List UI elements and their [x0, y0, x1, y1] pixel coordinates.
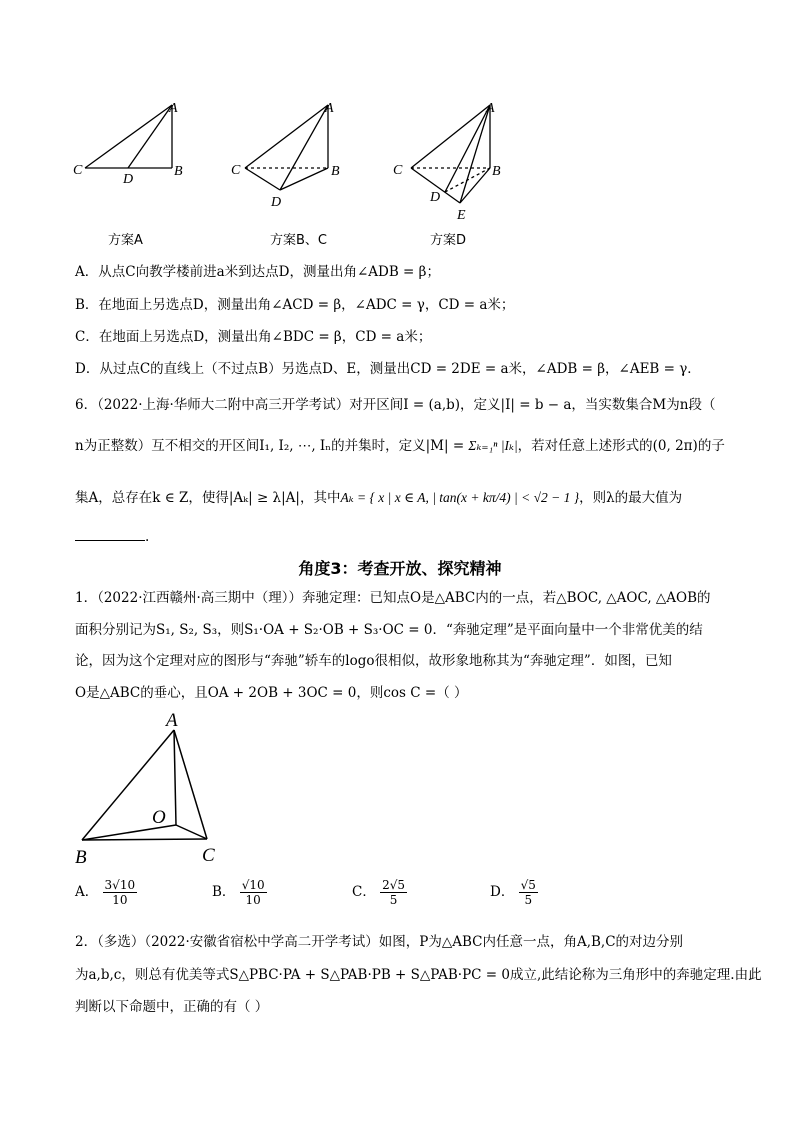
- label-c: C: [202, 845, 215, 866]
- label-a: A: [166, 710, 178, 731]
- label-d: D: [430, 190, 441, 205]
- option-label: B．: [212, 884, 236, 900]
- denominator: 5: [524, 893, 533, 907]
- q1-line-3: 论，因为这个定理对应的图形与“奔驰”轿车的logo很相似，故形象地称其为“奔驰定理”．如图，已知: [75, 653, 672, 669]
- figure-scheme-bc: [225, 95, 355, 210]
- q1-option-b[interactable]: [212, 878, 267, 907]
- option-fraction: [380, 878, 407, 907]
- caption-scheme-bc: 方案B、C: [270, 233, 327, 248]
- numerator: 3√10: [104, 878, 136, 892]
- label-e: E: [457, 208, 466, 223]
- q6-line-3-tail: ，则λ的最大值为: [579, 490, 683, 506]
- option-fraction: [519, 878, 538, 907]
- q5-option-b: B．在地面上另选点D，测量出角∠ACD = β，∠ADC = γ，CD = a米；: [75, 297, 515, 313]
- denominator: 5: [389, 893, 398, 907]
- q2-line-1: 2．（多选）（2022·安徽省宿松中学高二开学考试）如图，P为△ABC内任意一点，角A,B,C的对边分别: [75, 934, 684, 950]
- q6-line-4: [75, 527, 149, 547]
- q6-line-1: 6．（2022·上海·华师大二附中高三开学考试）对开区间I = (a,b)，定义|I| = b − a，当实数集合M为n段（: [75, 397, 716, 413]
- section-heading: 角度3：考查开放、探究精神: [298, 559, 502, 578]
- q1-line-4: O是△ABC的垂心，且OA + 2OB + 3OC = 0，则cos C =（ ）: [75, 685, 468, 701]
- label-c: C: [231, 163, 241, 178]
- caption-scheme-a: 方案A: [108, 233, 143, 248]
- numerator: 2√5: [382, 878, 406, 892]
- answer-blank[interactable]: [75, 528, 145, 541]
- label-d: D: [123, 172, 134, 187]
- numerator: √5: [520, 878, 536, 892]
- q1-option-d[interactable]: [490, 878, 538, 907]
- figure-scheme-a: [70, 95, 190, 190]
- q1-line-2: 面积分别记为S₁, S₂, S₃，则S₁·OA + S₂·OB + S₃·OC = 0．“奔驰定理”是平面向量中一个非常优美的结: [75, 622, 703, 638]
- numerator: √10: [241, 878, 265, 892]
- q6-line-2: [75, 436, 725, 456]
- label-b: B: [492, 164, 501, 179]
- option-fraction: [240, 878, 267, 907]
- q6-line-3-text: 集A，总存在k ∈ Z，使得|Aₖ| ≥ λ|A|，其中: [75, 490, 341, 506]
- option-label: C．: [352, 884, 376, 900]
- label-b: B: [75, 847, 87, 868]
- label-a: A: [325, 101, 334, 116]
- q1-line-1: 1．（2022·江西赣州·高三期中（理））奔驰定理：已知点O是△ABC内的一点，若△BOC, △AOC, △AOB的: [75, 590, 711, 606]
- figure-scheme-d: [385, 95, 515, 230]
- label-a: A: [169, 101, 178, 116]
- label-d: D: [271, 195, 282, 210]
- label-o: O: [152, 807, 166, 828]
- q1-option-c[interactable]: [352, 878, 407, 907]
- option-label: D．: [490, 884, 515, 900]
- q2-line-2: 为a,b,c，则总有优美等式S△PBC·PA + S△PAB·PB + S△PAB·PC = 0成立,此结论称为三角形中的奔驰定理.由此: [75, 967, 762, 983]
- q5-option-a: A．从点C向教学楼前进a米到达点D，测量出角∠ADB = β；: [75, 264, 440, 280]
- denominator: 10: [112, 893, 128, 907]
- q6-period: .: [145, 529, 150, 545]
- q2-line-3: 判断以下命题中，正确的有（ ）: [75, 999, 269, 1015]
- q6-line-2-tail: ，若对任意上述形式的(0, 2π)的子: [517, 438, 725, 454]
- q5-option-c: C．在地面上另选点D，测量出角∠BDC = β，CD = a米；: [75, 329, 432, 345]
- q5-option-d: D．从过点C的直线上（不过点B）另选点D、E，测量出CD = 2DE = a米，∠ADB = β，∠AEB = γ．: [75, 361, 701, 377]
- q6-line-2-text: n为正整数）互不相交的开区间I₁, I₂, ⋯, Iₙ的并集时，定义|M| =: [75, 438, 469, 454]
- label-b: B: [331, 164, 340, 179]
- option-fraction: [103, 878, 138, 907]
- label-c: C: [393, 163, 403, 178]
- denominator: 10: [245, 893, 261, 907]
- figure-triangle-abc: [70, 705, 230, 870]
- q6-line-3: [75, 488, 682, 508]
- option-label: A．: [75, 884, 99, 900]
- caption-scheme-d: 方案D: [430, 233, 467, 248]
- q6-set: Aₖ = { x | x ∈ A, | tan(x + kπ/4) | < √2 − 1 }: [340, 490, 580, 505]
- label-b: B: [174, 164, 183, 179]
- q6-sum: Σₖ₌₁ⁿ |Iₖ|: [468, 438, 518, 453]
- label-c: C: [73, 163, 83, 178]
- q1-option-a[interactable]: [75, 878, 137, 907]
- label-a: A: [486, 101, 495, 116]
